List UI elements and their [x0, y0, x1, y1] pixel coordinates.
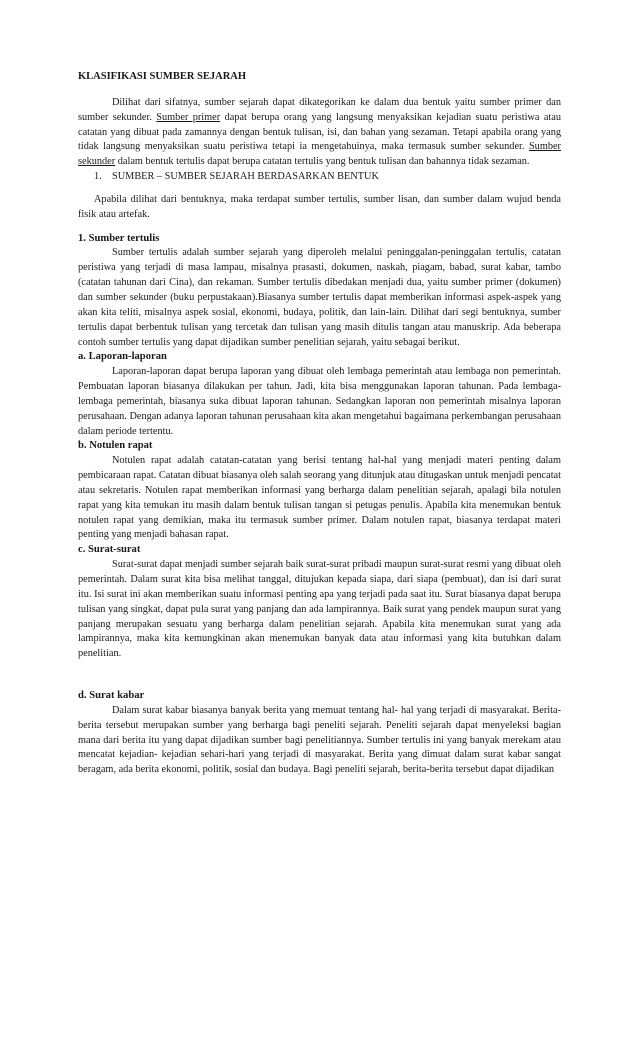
- list-paragraph: Apabila dilihat dari bentuknya, maka terdapat sumber tertulis, sumber lisan, dan sumber dalam wujud benda fisik atau artefak.: [78, 193, 561, 220]
- link-sumber-sekunder[interactable]: Sumber sekunder: [78, 141, 561, 168]
- document-title: KLASIFIKASI SUMBER SEJARAH: [78, 71, 247, 82]
- intro-paragraph: [78, 96, 561, 170]
- link-sumber-primer[interactable]: Sumber primer: [156, 111, 221, 123]
- paragraph-surat-kabar: Dalam surat kabar biasanya banyak berita yang memuat tentang hal- hal yang terjadi di masyarakat. Berita-berita tersebut merupakan sumber yang berharga bagi peneliti sejarah. Peneliti sejarah dapat menyeleksi bagian mana dari berita itu yang dapat dijadikan sumber bagi penelitiannya. Sumber tertulis ini yang banyak merekam atau mencatat kejadian- kejadian sehari-hari yang terjadi di masyarakat. Berita yang dimuat dalam surat kabar sangat beragam, ada berita ekonomi, politik, sosial dan budaya. Bagi peneliti sejarah, berita-berita tersebut dapat dijadikan: [78, 704, 561, 776]
- paragraph-notulen: Notulen rapat adalah catatan-catatan yang berisi tentang hal-hal yang menjadi materi penting dalam pembicaraan rapat. Catatan dibuat biasanya oleh salah seorang yang ditunjuk atau ditugaskan untuk menjadi pencatat atau sekretaris. Notulen rapat memberikan informasi yang berharga dalam penelitian sejarah, apalagi bila notulen rapat yang kita temukan itu masih dalam bentuk tulisan tangan si petugas penulis. Apabila kita menemukan bentuk notulen rapat yang demikian, maka itu termasuk sumber primer. Dalam notulen rapat, biasanya terdapat materi penting yang menjadi bahasan rapat.: [78, 455, 561, 541]
- list-item-text: SUMBER – SUMBER SEJARAH BERDASARKAN BENTUK: [112, 171, 379, 183]
- intro-text-3: dalam bentuk tertulis dapat berupa catatan tertulis yang bentuk tulisan dan bahannya tidak sezaman.: [115, 156, 530, 168]
- heading-notulen: b. Notulen rapat: [78, 440, 153, 452]
- paragraph-laporan: Laporan-laporan dapat berupa laporan yang dibuat oleh lembaga pemerintah atau lembaga non pemerintah. Pembuatan laporan biasanya dilakukan per tahun. Jadi, kita bisa menggunakan laporan tahunan. Pada lembaga-lembaga pemerintah, biasanya suka dibuat laporan tahunan. Sedangkan laporan non pemerintah misalnya laporan perusahaan. Dengan adanya laporan tahunan perusahaan kita akan mengetahui bagaimana perkembangan perusahaan dalam periode tertentu.: [78, 366, 561, 437]
- heading-sumber-tertulis: 1. Sumber tertulis: [78, 232, 160, 244]
- intro-text-2: dapat berupa orang yang langsung menyaksikan kejadian suatu peristiwa atau catatan yang dibuat pada zamannya dengan bentuk tulisan, isi, dan bahan yang sezaman. Tetapi apabila orang yang tidak langsung menyaksikan suatu peristiwa tetapi ia mengetahuinya, maka termasuk sumber sekunder.: [78, 111, 561, 153]
- intro-text-1: Dilihat dari sifatnya, sumber sejarah dapat dikategorikan ke dalam dua bentuk yaitu sumber primer dan sumber sekunder.: [78, 96, 561, 123]
- heading-laporan: a. Laporan-laporan: [78, 351, 167, 363]
- list-item-1: [78, 170, 561, 185]
- heading-surat: c. Surat-surat: [78, 544, 141, 556]
- list-item-number: 1.: [94, 171, 102, 183]
- paragraph-sumber-tertulis: Sumber tertulis adalah sumber sejarah yang diperoleh melalui peninggalan-peninggalan tertulis, catatan peristiwa yang terjadi di masa lampau, misalnya prasasti, dokumen, naskah, piagam, babad, surat kabar, tambo (catatan tahunan dari Cina), dan rekaman. Sumber tertulis dibedakan menjadi dua, yaitu sumber primer (dokumen) dan sumber sekunder (buku perpustakaan).Biasanya sumber tertulis dapat memberikan informasi aspek-aspek yang akan kita teliti, misalnya aspek sosial, ekonomi, budaya, politik, dan lain-lain. Dilihat dari segi bentuknya, sumber tertulis dapat berbentuk tulisan yang tercetak dan tulisan yang masih ditulis tangan atau manuskrip. Ada beberapa contoh sumber tertulis yang dapat dijadikan sumber penelitian sejarah, yaitu sebagai berikut.: [78, 247, 561, 348]
- heading-surat-kabar: d. Surat kabar: [78, 690, 145, 702]
- paragraph-surat: Surat-surat dapat menjadi sumber sejarah baik surat-surat pribadi maupun surat-surat resmi yang dibuat oleh pemerintah. Dalam surat kita bisa melihat tanggal, ditujukan kepada siapa, dari siapa (pembuat), dan isi dari surat itu. Isi surat ini akan memberikan suatu informasi penting apa yang terjadi pada saat itu. Surat biasanya dapat berupa tulisan yang singkat, dapat pula surat yang panjang dan ada lampirannya. Baik surat yang pendek maupun surat yang panjang merupakan sesuatu yang berharga dalam penelitian sejarah. Apabila kita menemukan surat yang ada lampirannya, maka kita kemungkinan akan menemukan banyak data atau informasi yang kita butuhkan dalam penelitian.: [78, 559, 561, 660]
